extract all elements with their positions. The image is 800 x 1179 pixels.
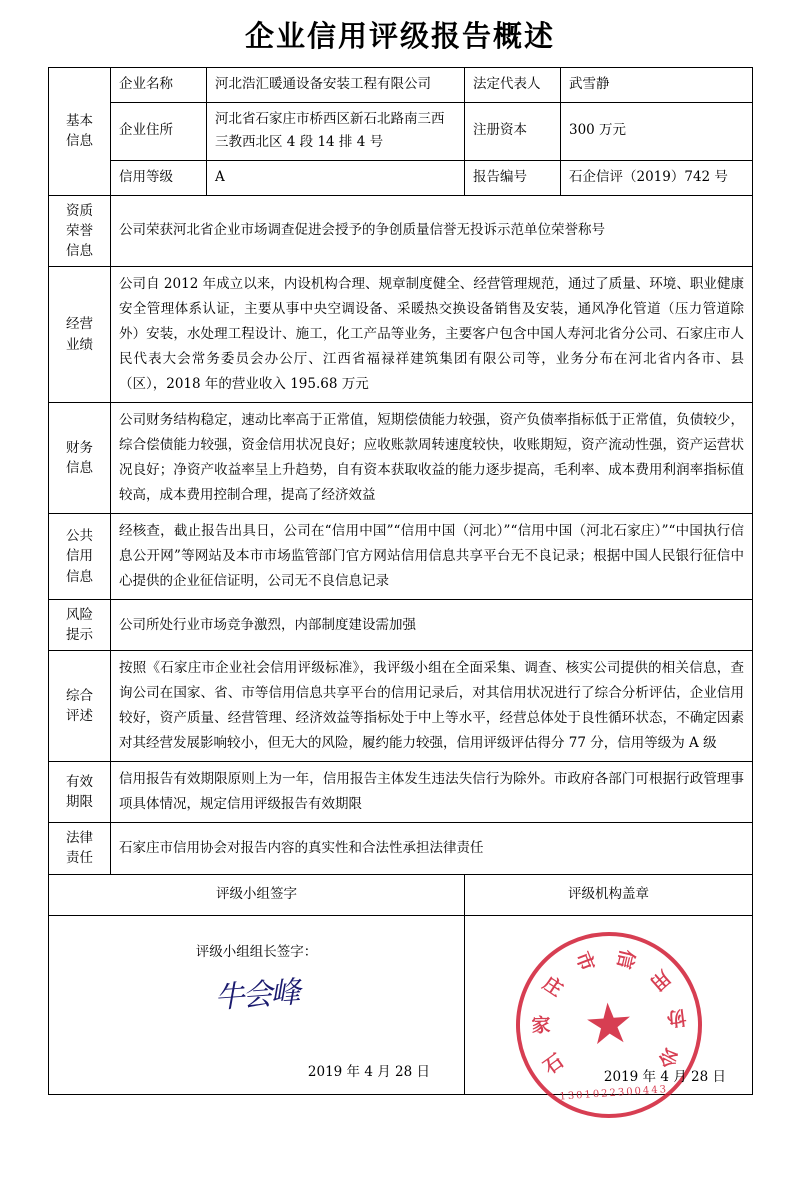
- row-label-risk: 风险 提示: [49, 599, 111, 651]
- table-row: [49, 267, 753, 403]
- row-value-public-credit: 经核查，截止报告出具日，公司在“信用中国”“信用中国（河北）”“信用中国（河北石家庄）”“中国执行信息公开网”等网站及本市市场监管部门官方网站信用信息共享平台无不良记录；根据中国人民银行征信中心提供的企业征信证明，公司无不良信息记录: [111, 513, 753, 599]
- row-label-performance: 经营 业绩: [49, 267, 111, 403]
- table-row: [49, 762, 753, 823]
- table-row: [49, 823, 753, 875]
- seal-char: 市: [570, 948, 598, 975]
- signature-left-date: 2019 年 4 月 28 日: [307, 1064, 430, 1081]
- seal-char: 信: [611, 946, 638, 971]
- field-label-credit-level: 信用等级: [111, 160, 207, 195]
- field-label-address: 企业住所: [111, 102, 207, 160]
- table-row: [49, 513, 753, 599]
- field-label-report-no: 报告编号: [465, 160, 561, 195]
- seal-char: 协: [665, 1005, 687, 1030]
- page-title: 企业信用评级报告概述: [244, 19, 555, 53]
- signature-group-header: 评级小组签字: [49, 874, 465, 915]
- table-row: [49, 160, 753, 195]
- field-value-legal-rep: 武雪静: [561, 68, 753, 103]
- signature-right-date: 2019 年 4 月 28 日: [603, 1069, 726, 1086]
- group-leader-label: 评级小组组长签字：: [195, 943, 318, 960]
- row-value-validity: 信用报告有效期限原则上为一年，信用报告主体发生违法失信行为除外。市政府各部门可根据行政管理事项具体情况，规定信用评级报告有效期限: [111, 762, 753, 823]
- table-row: [49, 599, 753, 651]
- signature-org-area: [465, 915, 753, 1102]
- seal-char: 庄: [538, 971, 567, 1001]
- row-label-basic-info: 基本 信息: [49, 68, 111, 196]
- field-value-company-name: 河北浩汇暖通设备安装工程有限公司: [207, 68, 465, 103]
- table-row: [49, 68, 753, 103]
- row-value-performance: 公司自 2012 年成立以来，内设机构合理、规章制度健全、经营管理规范，通过了质量、环境、职业健康安全管理体系认证，主要从事中央空调设备、采暖热交换设备销售及安装，通风净化管道（压力管道除外）安装，水处理工程设计、施工，化工产品等业务，主要客户包含中国人寿河北省分公司、石家庄市人民代表大会常务委员会办公厅、江西省福禄祥建筑集团有限公司等，业务分布在河北省内各市、县（区），2018 年的营业收入 195.68 万元: [111, 267, 753, 403]
- row-value-comment: 按照《石家庄市企业社会信用评级标准》，我评级小组在全面采集、调查、核实公司提供的相关信息，查询公司在国家、省、市等信用信息共享平台的信用记录后，对其信用状况进行了综合分析评估，企业信用较好，资产质量、经营管理、经济效益等指标处于中上等水平，经营总体处于良性循环状态，不确定因素对其经营发展影响较小，但无大的风险，履约能力较强，信用评级评估得分 77 分，信用等级为 A 级: [111, 651, 753, 762]
- row-label-comment: 综合 评述: [49, 651, 111, 762]
- table-row: [49, 651, 753, 762]
- row-value-finance: 公司财务结构稳定，速动比率高于正常值，短期偿债能力较强，资产负债率指标低于正常值，负债较少，综合偿债能力较强，资金信用状况良好；应收账款周转速度较快，收账期短，资产流动性强，资产运营状况良好；净资产收益率呈上升趋势，自有资本获取收益的能力逐步提高，毛利率、成本费用利润率指标值较高，成本费用控制合理，提高了经济效益: [111, 403, 753, 514]
- field-label-company-name: 企业名称: [111, 68, 207, 103]
- table-row: [49, 102, 753, 160]
- field-value-capital: 300 万元: [561, 102, 753, 160]
- table-row: [49, 915, 753, 1094]
- row-label-legal: 法律 责任: [49, 823, 111, 875]
- seal-char: 石: [538, 1049, 568, 1079]
- table-row: [49, 195, 753, 267]
- row-value-legal: 石家庄市信用协会对报告内容的真实性和合法性承担法律责任: [111, 823, 753, 875]
- row-value-qualification: 公司荣获河北省企业市场调查促进会授予的争创质量信誉无投诉示范单位荣誉称号: [111, 195, 753, 267]
- row-label-qualification: 资质 荣誉 信息: [49, 195, 111, 267]
- table-row: [49, 874, 753, 915]
- field-label-capital: 注册资本: [465, 102, 561, 160]
- row-label-public-credit: 公共 信用 信息: [49, 513, 111, 599]
- seal-ring-text: [514, 930, 704, 1120]
- seal-char: 用: [645, 965, 675, 995]
- row-value-risk: 公司所处行业市场竞争激烈，内部制度建设需加强: [111, 599, 753, 651]
- official-seal-icon: [509, 925, 708, 1124]
- field-value-address: 河北省石家庄市桥西区新石北路南三西三教西北区 4 段 14 排 4 号: [207, 102, 465, 160]
- field-label-legal-rep: 法定代表人: [465, 68, 561, 103]
- field-value-credit-level: A: [207, 160, 465, 195]
- signature-org-header: 评级机构盖章: [465, 874, 753, 915]
- field-value-report-no: 石企信评（2019）742 号: [561, 160, 753, 195]
- row-label-validity: 有效 期限: [49, 762, 111, 823]
- table-row: [49, 403, 753, 514]
- seal-number: 1301022300443: [558, 1083, 668, 1102]
- signature-group-area: [49, 915, 465, 1094]
- seal-star-icon: ★: [581, 990, 636, 1059]
- group-leader-signature: 牛会峰: [213, 975, 300, 1017]
- row-label-finance: 财务 信息: [49, 403, 111, 514]
- seal-char: 家: [530, 1014, 551, 1037]
- credit-report-table: [48, 67, 753, 1102]
- seal-char: 会: [654, 1042, 682, 1072]
